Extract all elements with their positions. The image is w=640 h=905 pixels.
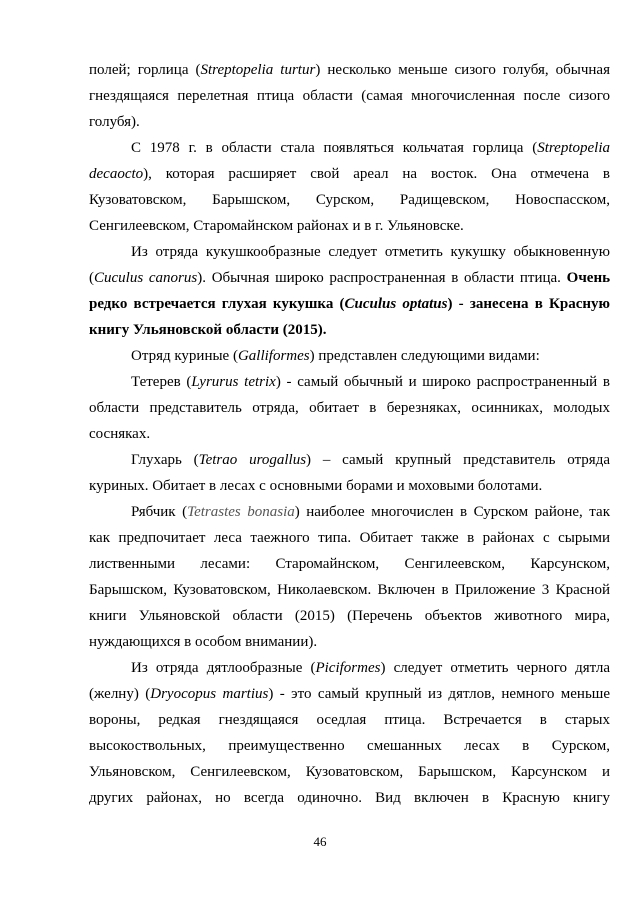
text-line: Из отряда кукушкообразные следует отметить кукушку обыкновенную bbox=[131, 244, 610, 260]
text-line: высокоствольных, преимущественно смешанных лесах в Сурском, bbox=[89, 738, 610, 754]
text-line: области представитель отряда, обитает в березняках, осинниках, молодых bbox=[89, 400, 610, 416]
text-line: Отряд куриные (Galliformes) представлен следующими видами: bbox=[131, 348, 540, 364]
text-line: Сенгилеевском, Старомайнском районах и в г. Ульяновске. bbox=[89, 218, 464, 234]
text-line: как предпочитает леса таежного типа. Обитает также в районах с сырыми bbox=[89, 530, 610, 546]
text-line: других районах, но всегда одиночно. Вид включен в Красную книгу bbox=[89, 790, 610, 806]
text-line: decaocto), которая расширяет свой ареал на восток. Она отмечена в bbox=[89, 166, 610, 182]
text-line: Тетерев (Lyrurus tetrix) - самый обычный и широко распространенный в bbox=[131, 374, 610, 390]
text-line: Глухарь (Tetrao urogallus) – самый крупный представитель отряда bbox=[131, 452, 610, 468]
text-line: лиственными лесами: Старомайнском, Сенгилеевском, Карсунском, bbox=[89, 556, 610, 572]
text-line: куриных. Обитает в лесах с основными борами и моховыми болотами. bbox=[89, 478, 543, 494]
text-line: редко встречается глухая кукушка (Cuculus optatus) - занесена в Красную bbox=[89, 296, 610, 312]
text-line: сосняках. bbox=[89, 426, 151, 442]
text-line: С 1978 г. в области стала появляться кольчатая горлица (Streptopelia bbox=[131, 140, 610, 156]
text-line: книгу Ульяновской области (2015). bbox=[89, 322, 327, 338]
text-line: (Cuculus canorus). Обычная широко распространенная в области птица. Очень bbox=[89, 270, 611, 286]
text-line: Рябчик (Tetrastes bonasia) наиболее многочислен в Сурском районе, так bbox=[131, 504, 610, 520]
text-line: Барышском, Кузоватовском, Николаевском. Включен в Приложение 3 Красной bbox=[89, 582, 610, 598]
text-line: Ульяновском, Сенгилеевском, Кузоватовском, Барышском, Карсунском и bbox=[89, 764, 610, 780]
text-line: Кузоватовском, Барышском, Сурском, Радищевском, Новоспасском, bbox=[89, 192, 610, 208]
text-line: полей; горлица (Streptopelia turtur) несколько меньше сизого голубя, обычная bbox=[89, 62, 610, 78]
text-line: (желну) (Dryocopus martius) - это самый крупный из дятлов, немного меньше bbox=[89, 686, 611, 702]
text-line: вороны, редкая гнездящаяся оседлая птица. Встречается в старых bbox=[89, 712, 610, 728]
text-line: голубя). bbox=[89, 114, 140, 130]
text-line: гнездящаяся перелетная птица области (самая многочисленная после сизого bbox=[89, 88, 610, 104]
text-line: Из отряда дятлообразные (Piciformes) следует отметить черного дятла bbox=[131, 660, 610, 676]
text-line: книги Ульяновской области (2015) (Перечень объектов животного мира, bbox=[89, 608, 610, 624]
text-line: нуждающихся в особом внимании). bbox=[89, 634, 318, 650]
page-number: 46 bbox=[313, 834, 327, 849]
